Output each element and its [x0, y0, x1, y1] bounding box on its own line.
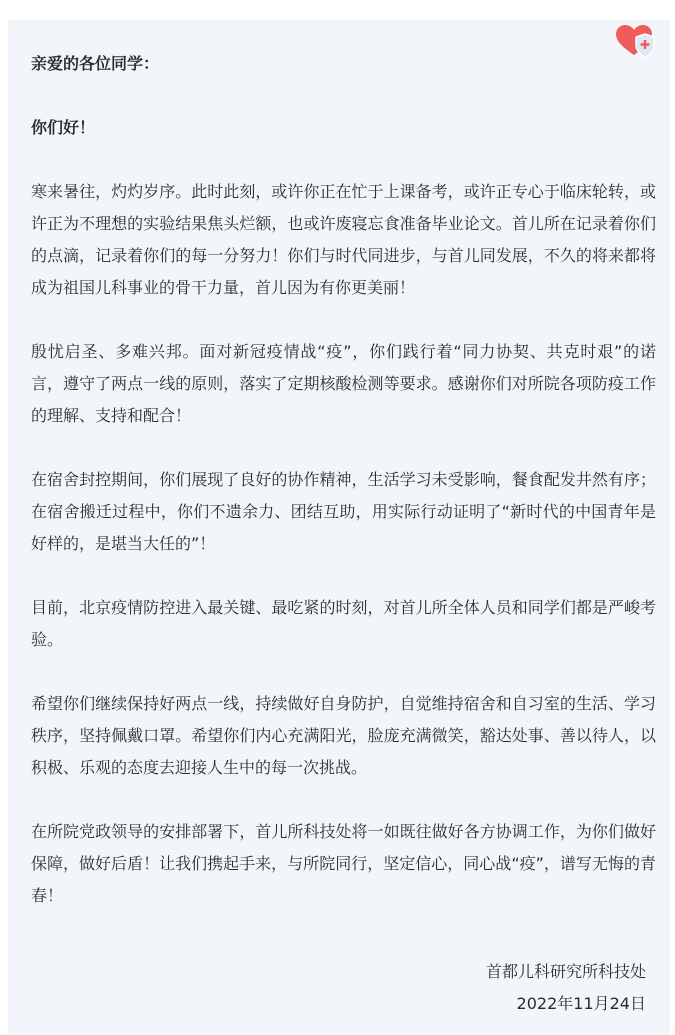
signature-org: 首都儿科研究所科技处 [485, 962, 646, 981]
paragraph: 寒来暑往，灼灼岁序。此时此刻，或许你正在忙于上课备考，或许正专心于临床轮转，或许正为不理想的实验结果焦头烂额，也或许废寝忘食准备毕业论文。首儿所在记录着你们的点滴，记录着你们的每一分努力！你们与时代同进步，与首儿同发展，不久的将来都将成为祖国儿科事业的骨干力量，首儿因为有你更美丽！ [31, 182, 656, 297]
signature-date: 2022年11月24日 [516, 994, 646, 1013]
paragraph: 目前，北京疫情防控进入最关键、最吃紧的时刻，对首儿所全体人员和同学们都是严峻考验。 [31, 598, 656, 649]
letter-card [8, 20, 670, 1035]
paragraph: 殷忧启圣、多难兴邦。面对新冠疫情战“疫”，你们践行着“同力协契、共克时艰”的诺言，遵守了两点一线的原则，落实了定期核酸检测等要求。感谢你们对所院各项防疫工作的理解、支持和配合！ [31, 342, 656, 425]
letter-body [31, 48, 656, 912]
signature-block [486, 956, 646, 1020]
salutation: 亲爱的各位同学： [31, 54, 160, 73]
paragraph: 在所院党政领导的安排部署下，首儿所科技处将一如既往做好各方协调工作，为你们做好保障，做好后盾！让我们携起手来，与所院同行，坚定信心，同心战“疫”，谱写无悔的青春！ [31, 822, 656, 905]
paragraph: 希望你们继续保持好两点一线，持续做好自身防护，自觉维持宿舍和自习室的生活、学习秩序，坚持佩戴口罩。希望你们内心充满阳光，脸庞充满微笑，豁达处事、善以待人，以积极、乐观的态度去迎接人生中的每一次挑战。 [31, 694, 656, 777]
greeting: 你们好！ [31, 118, 96, 137]
paragraph: 在宿舍封控期间，你们展现了良好的协作精神，生活学习未受影响，餐食配发井然有序；在宿舍搬迁过程中，你们不遗余力、团结互助，用实际行动证明了“新时代的中国青年是好样的，是堪当大任的”！ [31, 470, 656, 553]
